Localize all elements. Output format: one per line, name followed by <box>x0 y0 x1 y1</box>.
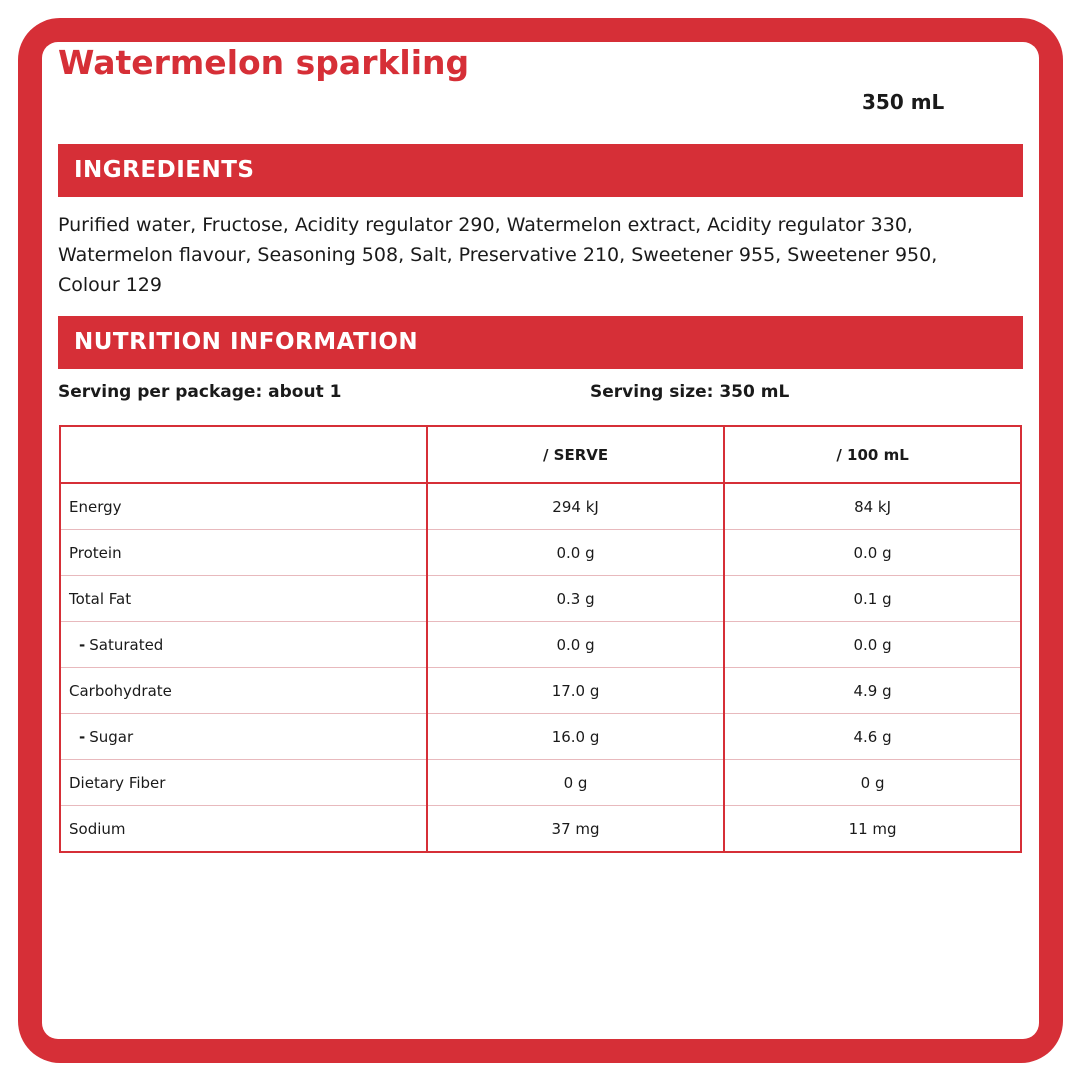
value-per-100ml: 0.0 g <box>724 622 1021 668</box>
table-row <box>60 622 1021 668</box>
nutrient-label: Dietary Fiber <box>69 773 166 792</box>
table-row <box>60 760 1021 806</box>
nutrient-name <box>60 576 427 622</box>
sub-item-dash: - <box>79 635 86 654</box>
nutrient-name <box>60 483 427 530</box>
nutrient-label: Sodium <box>69 819 126 838</box>
product-title: Watermelon sparkling <box>58 43 470 82</box>
nutrient-label: Sugar <box>89 727 134 746</box>
table-row <box>60 576 1021 622</box>
nutrient-label: Protein <box>69 543 122 562</box>
nutrient-label: Saturated <box>89 635 164 654</box>
value-per-100ml: 0 g <box>724 760 1021 806</box>
nutrient-name <box>60 714 427 760</box>
value-per-100ml: 4.9 g <box>724 668 1021 714</box>
value-per-serve: 0.0 g <box>427 622 724 668</box>
nutrition-heading: NUTRITION INFORMATION <box>58 316 1023 369</box>
table-row <box>60 483 1021 530</box>
value-per-serve: 17.0 g <box>427 668 724 714</box>
nutrient-name <box>60 806 427 853</box>
nutrient-name <box>60 530 427 576</box>
value-per-serve: 0.3 g <box>427 576 724 622</box>
nutrition-table <box>59 425 1022 853</box>
value-per-100ml: 0.1 g <box>724 576 1021 622</box>
table-row <box>60 668 1021 714</box>
value-per-serve: 16.0 g <box>427 714 724 760</box>
label-frame <box>18 18 1063 1063</box>
value-per-serve: 0 g <box>427 760 724 806</box>
value-per-serve: 0.0 g <box>427 530 724 576</box>
product-volume: 350 mL <box>862 90 945 114</box>
nutrient-name <box>60 760 427 806</box>
ingredients-list: Purified water, Fructose, Acidity regulator 290, Watermelon extract, Acidity regulator 330, Watermelon flavour, Seasoning 508, Salt, Preservative 210, Sweetener 955, Sweetener 950, Colour 129 <box>58 214 938 296</box>
table-row <box>60 530 1021 576</box>
nutrition-table-header <box>60 426 1021 483</box>
table-row <box>60 806 1021 853</box>
label-panel <box>42 42 1039 1039</box>
nutrient-label: Energy <box>69 497 122 516</box>
value-per-serve: 294 kJ <box>427 483 724 530</box>
table-row <box>60 714 1021 760</box>
value-per-serve: 37 mg <box>427 806 724 853</box>
value-per-100ml: 0.0 g <box>724 530 1021 576</box>
value-per-100ml: 11 mg <box>724 806 1021 853</box>
serving-size: Serving size: 350 mL <box>590 382 790 402</box>
value-per-100ml: 84 kJ <box>724 483 1021 530</box>
header-per-serve: / SERVE <box>427 426 724 483</box>
value-per-100ml: 4.6 g <box>724 714 1021 760</box>
header-per-100ml: / 100 mL <box>724 426 1021 483</box>
ingredients-heading: INGREDIENTS <box>58 144 1023 197</box>
header-nutrient <box>60 426 427 483</box>
nutrient-name <box>60 622 427 668</box>
servings-per-package: Serving per package: about 1 <box>58 382 342 402</box>
nutrient-name <box>60 668 427 714</box>
sub-item-dash: - <box>79 727 86 746</box>
nutrient-label: Carbohydrate <box>69 681 172 700</box>
nutrient-label: Total Fat <box>69 589 132 608</box>
